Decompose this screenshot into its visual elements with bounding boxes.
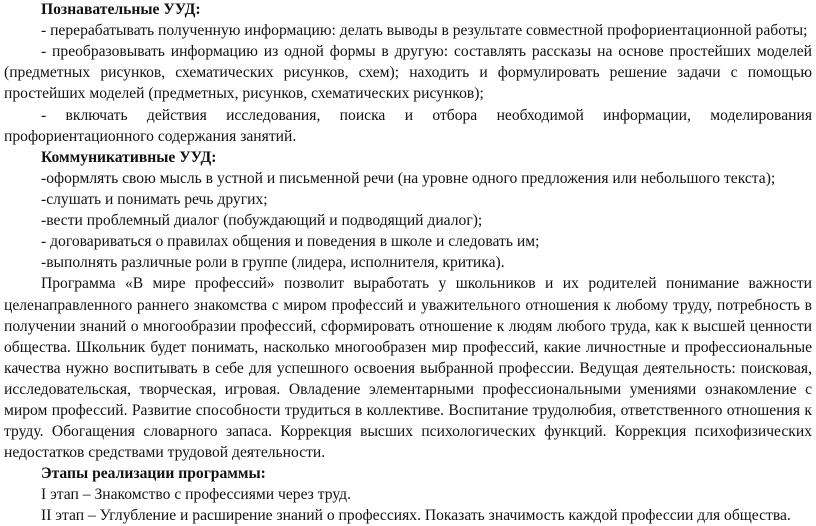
stage-2: II этап – Углубление и расширение знаний о профессиях. Показать значимость каждой профессии для общества. — [41, 507, 791, 524]
communicative-item-5: -выполнять различные роли в группе (лидера, исполнителя, критика). — [41, 254, 505, 271]
cognitive-item-3-line-2: профориентационного содержания занятий. — [4, 128, 297, 145]
cognitive-item-1: - перерабатывать полученную информацию: делать выводы в результате совместной профориентационной работы; — [41, 22, 808, 39]
program-line-5: качества нужно воспитывать в себе для успешного освоения выбранной профессии. Ведущая деятельность: поисковая, — [4, 360, 812, 377]
program-line-3: получении знаний о многообразии профессий, сформировать отношение к людям любого труда, как к высшей ценности — [4, 318, 812, 335]
heading-cognitive: Познавательные УУД: — [41, 1, 201, 18]
program-line-7: миром профессий. Развитие способности трудиться в коллективе. Воспитание трудолюбия, ответственного отношения к — [4, 402, 812, 419]
program-line-1: Программа «В мире профессий» позволит выработать у школьников и их родителей понимание важности — [41, 275, 812, 292]
heading-communicative: Коммуникативные УУД: — [41, 149, 217, 166]
cognitive-item-3-line-1: - включать действия исследования, поиска и отбора необходимой информации, моделирования — [41, 107, 812, 124]
program-line-6: исследовательская, творческая, игровая. Овладение элементарными профессиональными умениями ознакомление с — [4, 381, 812, 398]
stage-1: I этап – Знакомство с профессиями через труд. — [41, 486, 351, 503]
program-line-9: недостатков средствами трудовой деятельности. — [4, 444, 326, 461]
cognitive-item-2-line-1: - преобразовывать информацию из одной формы в другую: составлять рассказы на основе простейших моделей — [41, 43, 812, 60]
program-line-2: целенаправленного раннего знакомства с миром профессий и уважительного отношения к любому труду, потребность в — [4, 297, 812, 314]
cognitive-item-2-line-3: простейших моделей (предметных, рисунков, схематических рисунков); — [4, 85, 484, 102]
communicative-item-1: -оформлять свою мысль в устной и письменной речи (на уровне одного предложения или небольшого текста); — [41, 170, 776, 187]
program-line-8: труду. Обогащения словарного запаса. Коррекция высших психологических функций. Коррекция психофизических — [4, 423, 812, 440]
communicative-item-4: - договариваться о правилах общения и поведения в школе и следовать им; — [41, 233, 540, 250]
program-line-4: общества. Школьник будет понимать, насколько многообразен мир профессий, какие личностные и профессиональные — [4, 339, 812, 356]
heading-stages: Этапы реализации программы: — [41, 465, 266, 482]
communicative-item-3: -вести проблемный диалог (побуждающий и подводящий диалог); — [41, 212, 483, 229]
communicative-item-2: -слушать и понимать речь других; — [41, 191, 268, 208]
cognitive-item-2-line-2: (предметных рисунков, схематических рисунков, схем); находить и формулировать решение задачи с помощью — [4, 64, 812, 81]
